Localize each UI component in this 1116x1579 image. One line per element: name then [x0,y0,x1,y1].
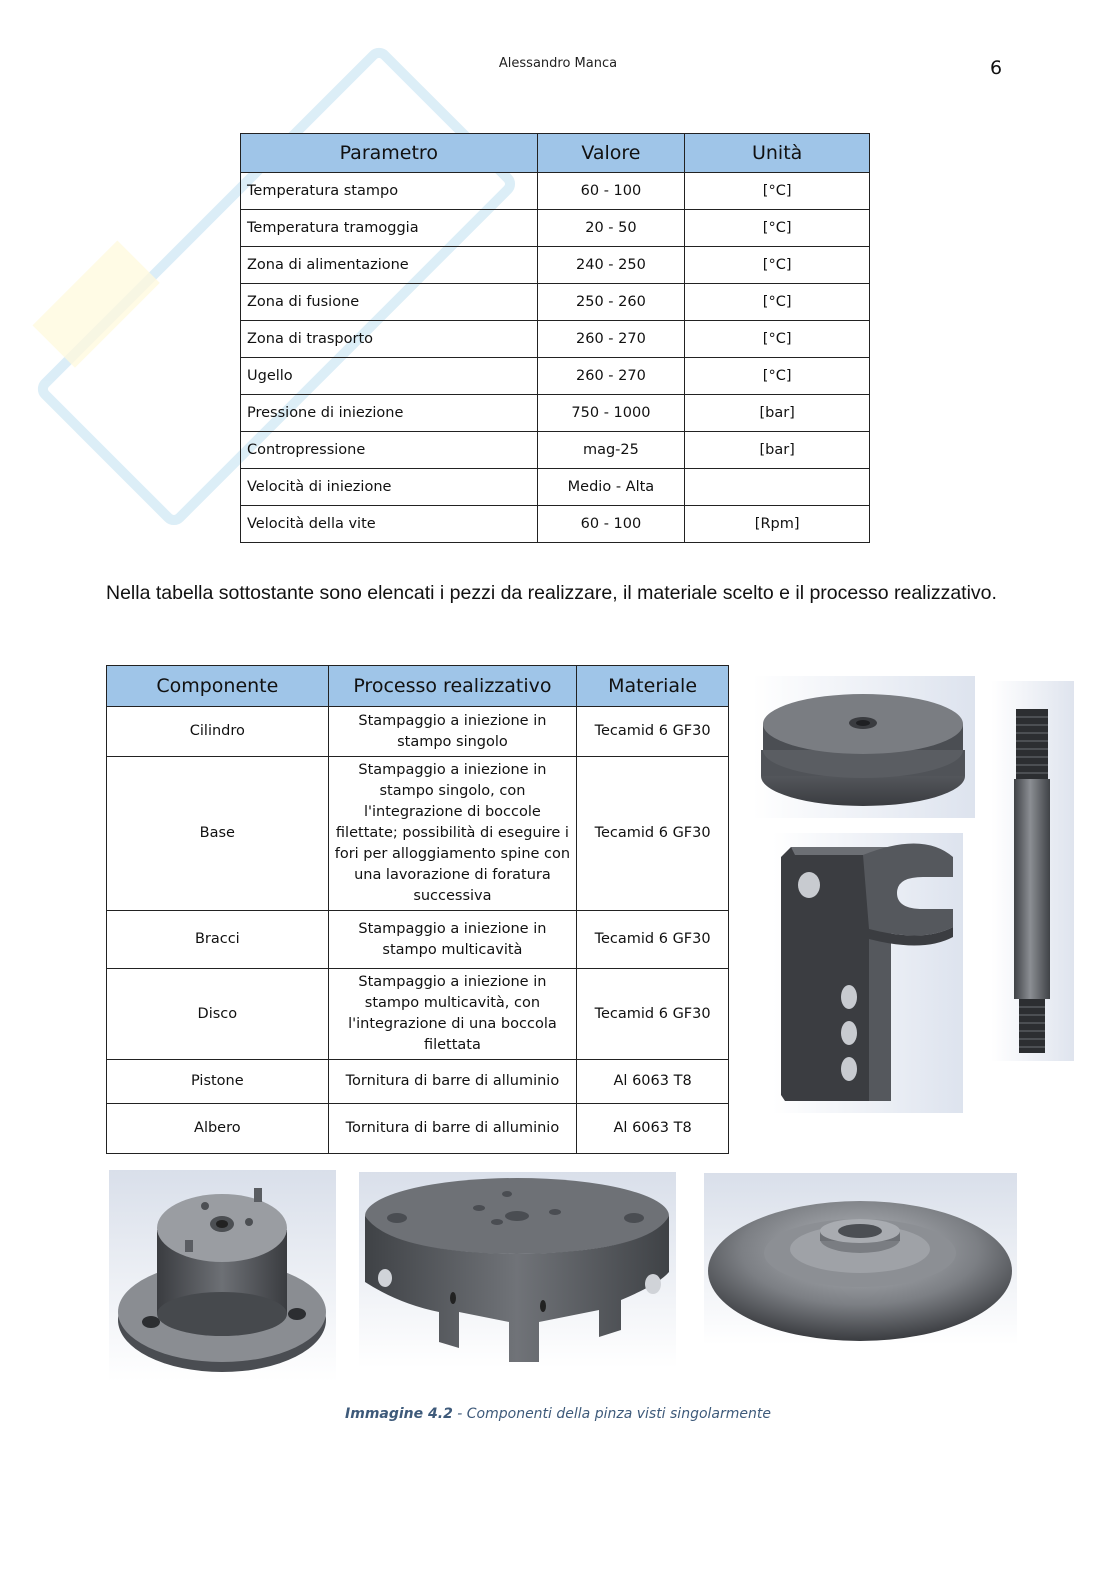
param-name: Pressione di iniezione [241,395,538,432]
param-unit: [bar] [685,395,870,432]
table-row [241,173,870,210]
page-number: 6 [990,57,1003,79]
intro-paragraph: Nella tabella sottostante sono elencati i pezzi da realizzare, il materiale scelto e il processo realizzativo. [106,582,997,604]
component-process: Stampaggio a iniezione in stampo multicavità [328,911,577,969]
param-unit: [°C] [685,321,870,358]
components-table [106,665,729,1154]
component-process: Tornitura di barre di alluminio [328,1060,577,1104]
param-value: 240 - 250 [537,247,685,284]
figure-caption [0,1406,1116,1422]
param-value: 60 - 100 [537,173,685,210]
param-value: 260 - 270 [537,358,685,395]
component-process: Stampaggio a iniezione in stampo singolo, con l'integrazione di boccole filettate; possibilità di eseguire i fori per alloggiamento spine con una lavorazione di foratura successiva [328,757,577,911]
param-value: 250 - 260 [537,284,685,321]
component-name: Albero [107,1104,329,1154]
table-row [107,911,729,969]
param-name: Velocità della vite [241,506,538,543]
table-row [241,321,870,358]
param-name: Temperatura tramoggia [241,210,538,247]
param-unit: [°C] [685,173,870,210]
param-value: 750 - 1000 [537,395,685,432]
table-row [241,247,870,284]
param-name: Velocità di iniezione [241,469,538,506]
param-name: Ugello [241,358,538,395]
param-unit: [Rpm] [685,506,870,543]
component-name: Disco [107,969,329,1060]
table-row [241,506,870,543]
param-value: 60 - 100 [537,506,685,543]
component-material: Tecamid 6 GF30 [577,707,729,757]
table-row [241,358,870,395]
header-componente: Componente [107,666,329,707]
components-header-row [107,666,729,707]
table-row [241,210,870,247]
braccio-render-image [773,833,963,1113]
table-row [107,1060,729,1104]
param-unit: [°C] [685,247,870,284]
header-author: Alessandro Manca [498,56,618,71]
component-name: Base [107,757,329,911]
table-row [107,1104,729,1154]
table-row [241,284,870,321]
param-unit [685,469,870,506]
header-valore: Valore [537,134,685,173]
table-row [107,707,729,757]
param-name: Zona di trasporto [241,321,538,358]
param-value: 260 - 270 [537,321,685,358]
component-material: Tecamid 6 GF30 [577,757,729,911]
component-material: Al 6063 T8 [577,1060,729,1104]
albero-render-image [991,681,1074,1061]
disco-render-image [753,676,975,818]
param-unit: [°C] [685,210,870,247]
parameters-table [240,133,870,543]
table-row [107,969,729,1060]
component-process: Tornitura di barre di alluminio [328,1104,577,1154]
param-unit: [°C] [685,284,870,321]
parameters-header-row [241,134,870,173]
component-name: Pistone [107,1060,329,1104]
param-value: 20 - 50 [537,210,685,247]
table-row [241,395,870,432]
pistone-render-image [704,1173,1017,1345]
param-value: Medio - Alta [537,469,685,506]
component-name: Cilindro [107,707,329,757]
param-name: Contropressione [241,432,538,469]
table-row [241,469,870,506]
param-unit: [°C] [685,358,870,395]
param-name: Zona di fusione [241,284,538,321]
table-row [107,757,729,911]
component-material: Tecamid 6 GF30 [577,911,729,969]
header-processo: Processo realizzativo [328,666,577,707]
cilindro-render-image [109,1170,336,1382]
header-unita: Unità [685,134,870,173]
component-material: Tecamid 6 GF30 [577,969,729,1060]
component-material: Al 6063 T8 [577,1104,729,1154]
table-row [241,432,870,469]
component-name: Bracci [107,911,329,969]
caption-text: - Componenti della pinza visti singolarmente [452,1406,771,1422]
param-name: Temperatura stampo [241,173,538,210]
header-parametro: Parametro [241,134,538,173]
header-materiale: Materiale [577,666,729,707]
caption-label: Immagine 4.2 [345,1406,453,1422]
base-render-image [359,1172,676,1368]
param-value: mag-25 [537,432,685,469]
param-name: Zona di alimentazione [241,247,538,284]
component-process: Stampaggio a iniezione in stampo multicavità, con l'integrazione di una boccola filettata [328,969,577,1060]
param-unit: [bar] [685,432,870,469]
component-process: Stampaggio a iniezione in stampo singolo [328,707,577,757]
